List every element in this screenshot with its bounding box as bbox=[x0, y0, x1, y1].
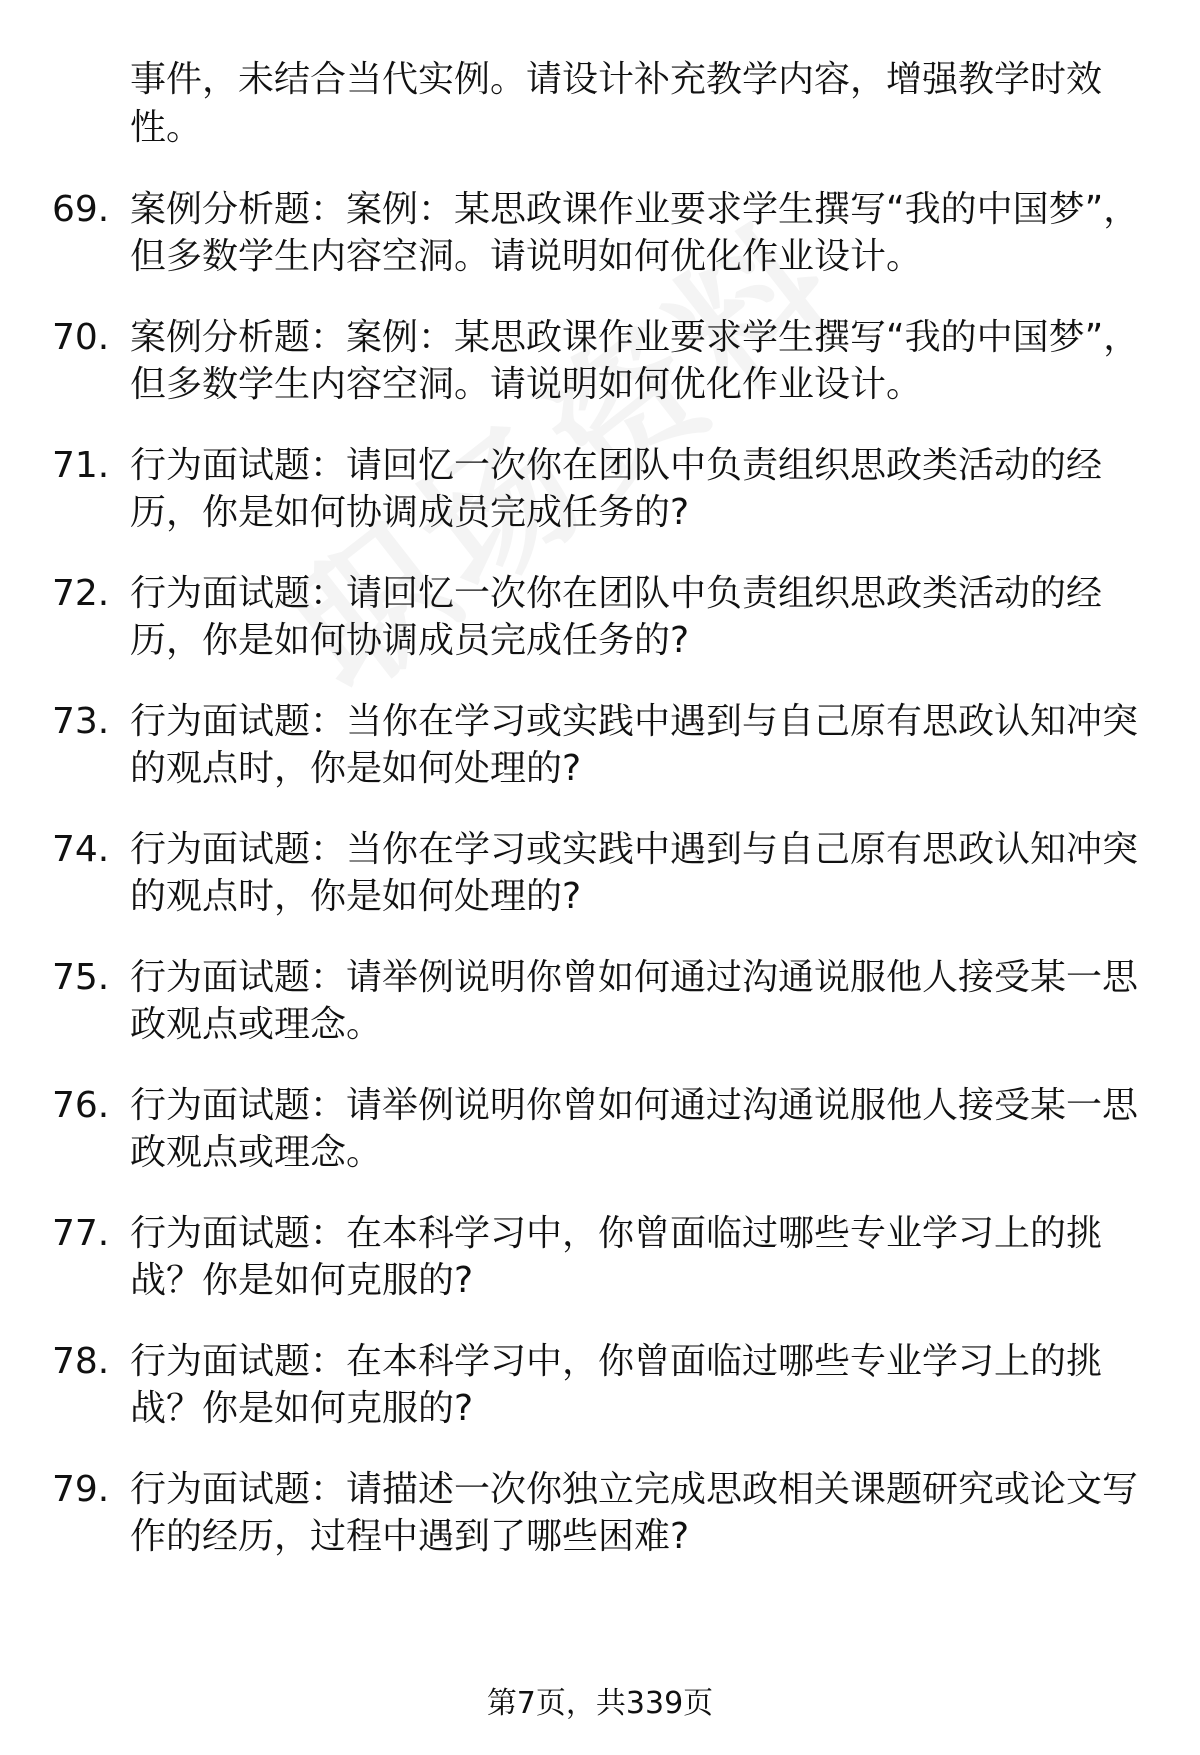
question-item bbox=[0, 570, 1200, 664]
question-item bbox=[0, 186, 1200, 280]
question-item bbox=[0, 954, 1200, 1048]
question-text: 行为面试题：当你在学习或实践中遇到与自己原有思政认知冲突的观点时，你是如何处理的? bbox=[130, 829, 1139, 917]
question-number: 79. bbox=[52, 1469, 110, 1510]
question-text: 行为面试题：请举例说明你曾如何通过沟通说服他人接受某一思政观点或理念。 bbox=[130, 1085, 1139, 1173]
question-number: 74. bbox=[52, 829, 110, 870]
question-item bbox=[0, 314, 1200, 408]
question-text: 案例分析题：案例：某思政课作业要求学生撰写“我的中国梦”，但多数学生内容空洞。请说明如何优化作业设计。 bbox=[130, 317, 1140, 405]
question-text: 行为面试题：在本科学习中，你曾面临过哪些专业学习上的挑战？你是如何克服的? bbox=[130, 1341, 1103, 1429]
question-text: 行为面试题：请描述一次你独立完成思政相关课题研究或论文写作的经历，过程中遇到了哪些困难? bbox=[130, 1469, 1139, 1557]
question-number: 70. bbox=[52, 317, 110, 358]
question-text: 案例分析题：案例：某思政课作业要求学生撰写“我的中国梦”，但多数学生内容空洞。请说明如何优化作业设计。 bbox=[130, 189, 1140, 277]
question-item bbox=[0, 442, 1200, 536]
question-item bbox=[0, 1082, 1200, 1176]
question-text: 行为面试题：请回忆一次你在团队中负责组织思政类活动的经历，你是如何协调成员完成任务的? bbox=[130, 573, 1103, 661]
question-number: 73. bbox=[52, 701, 110, 742]
question-text: 行为面试题：请举例说明你曾如何通过沟通说服他人接受某一思政观点或理念。 bbox=[130, 957, 1139, 1045]
continued-paragraph: 事件，未结合当代实例。请设计补充教学内容，增强教学时效性。 bbox=[130, 59, 1103, 148]
question-text: 行为面试题：当你在学习或实践中遇到与自己原有思政认知冲突的观点时，你是如何处理的? bbox=[130, 701, 1139, 789]
question-item bbox=[0, 826, 1200, 920]
question-item bbox=[0, 1338, 1200, 1432]
question-number: 78. bbox=[52, 1341, 110, 1382]
question-list bbox=[0, 56, 1200, 1560]
question-number: 71. bbox=[52, 445, 110, 486]
question-text: 行为面试题：在本科学习中，你曾面临过哪些专业学习上的挑战？你是如何克服的? bbox=[130, 1213, 1103, 1301]
question-text: 行为面试题：请回忆一次你在团队中负责组织思政类活动的经历，你是如何协调成员完成任务的? bbox=[130, 445, 1103, 533]
page-footer: 第7页，共339页 bbox=[486, 1686, 714, 1721]
question-number: 75. bbox=[52, 957, 110, 998]
question-number: 69. bbox=[52, 189, 110, 230]
question-item bbox=[0, 1466, 1200, 1560]
question-item bbox=[0, 1210, 1200, 1304]
question-number: 76. bbox=[52, 1085, 110, 1126]
question-item bbox=[0, 698, 1200, 792]
question-number: 72. bbox=[52, 573, 110, 614]
question-number: 77. bbox=[52, 1213, 110, 1254]
